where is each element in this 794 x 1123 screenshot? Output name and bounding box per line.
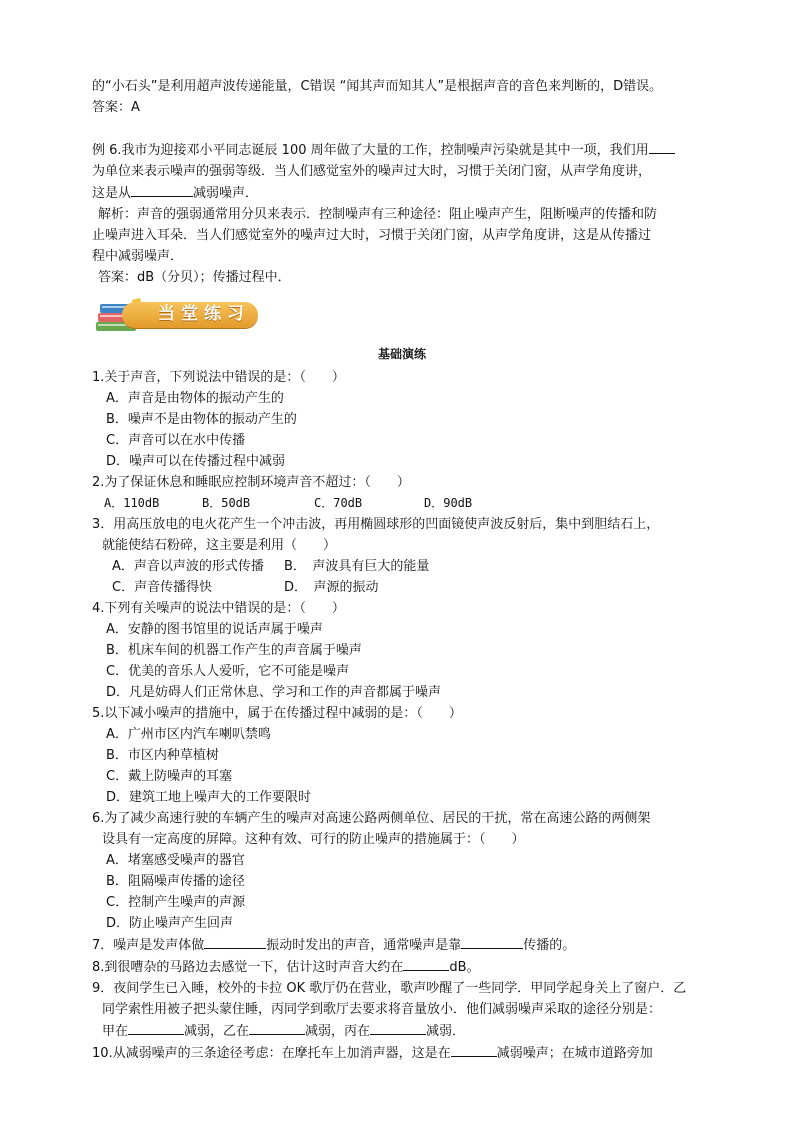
fill-blank[interactable] bbox=[131, 182, 193, 197]
analysis-line: 程中减弱噪声． bbox=[92, 249, 184, 264]
question-4: 4.下列有关噪声的说法中错误的是：（ ） bbox=[92, 601, 345, 616]
fill-blank[interactable] bbox=[204, 934, 266, 949]
example6-line2: 为单位来表示噪声的强弱等级．当人们感觉室外的噪声过大时，习惯于关闭门窗，从声学角度讲， bbox=[92, 164, 652, 179]
banner-label-box bbox=[122, 302, 258, 328]
question-3: 3．用高压放电的电火花产生一个冲击波，再用椭圆球形的凹面镜使声波反射后，集中到胆结石上， bbox=[92, 517, 660, 532]
option: C．控制产生噪声的声源 bbox=[106, 895, 246, 910]
fill-blank[interactable] bbox=[128, 1020, 184, 1035]
option: B．市区内种草植树 bbox=[106, 748, 219, 763]
option: B． 声波具有巨大的能量 bbox=[284, 559, 430, 574]
question-6-cont: 设具有一定高度的屏障。这种有效、可行的防止噪声的措施属于：（ ） bbox=[102, 832, 525, 847]
fill-blank[interactable] bbox=[370, 1020, 426, 1035]
options-row bbox=[92, 556, 712, 577]
analysis-line: 解析：声音的强弱通常用分贝来表示．控制噪声有三种途径：阻止噪声产生，阻断噪声的传播和防 bbox=[98, 207, 658, 222]
question-9-blanks: 甲在 减弱，乙在 减弱，丙在 减弱． bbox=[92, 1020, 712, 1042]
banner-label: 当堂练习 bbox=[158, 304, 250, 324]
question-8: 8.到很嘈杂的马路边去感觉一下，估计这时声音大约在 dB。 bbox=[92, 956, 712, 978]
option: B．噪声不是由物体的振动产生的 bbox=[106, 412, 297, 427]
option: B．50dB bbox=[202, 496, 251, 510]
question-9-cont: 同学索性用被子把头蒙住睡，丙同学到歌厅去要求将音量放小．他们减弱噪声采取的途径分别是： bbox=[102, 1002, 662, 1017]
question-7: 7．噪声是发声体做 振动时发出的声音，通常噪声是靠 传播的。 bbox=[92, 934, 712, 956]
option: A．安静的图书馆里的说话声属于噪声 bbox=[106, 622, 323, 637]
option: C．优美的音乐人人爱听，它不可能是噪声 bbox=[106, 664, 350, 679]
section-title: 基础演练 bbox=[377, 347, 426, 361]
option: B．机床车间的机器工作产生的声音属于噪声 bbox=[106, 643, 362, 658]
question-10: 10.从减弱噪声的三条途径考虑：在摩托车上加消声器，这是在 减弱噪声；在城市道路旁加 bbox=[92, 1042, 712, 1064]
question-1: 1.关于声音，下列说法中错误的是：（ ） bbox=[92, 370, 345, 385]
question-9: 9．夜间学生已入睡，校外的卡拉 OK 歌厅仍在营业，歌声吵醒了一些同学．甲同学起身关上了窗户．乙 bbox=[92, 981, 687, 996]
answer-line: 答案：dB（分贝）；传播过程中． bbox=[98, 270, 291, 285]
option: C．70dB bbox=[314, 496, 363, 510]
example6-line3: 这是从 减弱噪声． bbox=[92, 182, 712, 204]
option: D． 声源的振动 bbox=[284, 580, 379, 595]
options-row bbox=[92, 577, 712, 598]
option: C．声音可以在水中传播 bbox=[106, 433, 246, 448]
section-banner bbox=[92, 296, 712, 338]
document-page bbox=[92, 76, 712, 1064]
question-5: 5.以下减小噪声的措施中，属于在传播过程中减弱的是：（ ） bbox=[92, 706, 462, 721]
fill-blank[interactable] bbox=[249, 1020, 305, 1035]
option: A．声音是由物体的振动产生的 bbox=[106, 391, 284, 406]
option: A．广州市区内汽车喇叭禁鸣 bbox=[106, 727, 271, 742]
option: A．堵塞感受噪声的器官 bbox=[106, 853, 245, 868]
question-3-cont: 就能使结石粉碎，这主要是利用（ ） bbox=[102, 538, 337, 553]
option: D．噪声可以在传播过程中减弱 bbox=[106, 454, 286, 469]
answer-line: 答案：A bbox=[92, 100, 140, 115]
options-row bbox=[92, 493, 712, 514]
question-2: 2.为了保证休息和睡眠应控制环境声音不超过：（ ） bbox=[92, 475, 410, 490]
analysis-line: 止噪声进入耳朵．当人们感觉室外的噪声过大时，习惯于关闭门窗，从声学角度讲，这是从传播过 bbox=[92, 228, 652, 243]
option: D．90dB bbox=[424, 496, 473, 510]
option: C．戴上防噪声的耳塞 bbox=[106, 769, 233, 784]
option: C．声音传播得快 bbox=[112, 580, 213, 595]
fill-blank[interactable] bbox=[451, 1042, 497, 1057]
question-6: 6.为了减少高速行驶的车辆产生的噪声对高速公路两侧单位、居民的干扰，常在高速公路的两侧架 bbox=[92, 811, 651, 826]
option: A．声音以声波的形式传播 bbox=[112, 559, 264, 574]
option: B．阻隔噪声传播的途径 bbox=[106, 874, 245, 889]
text-line: 的“小石头”是利用超声波传递能量，C错误 “闻其声而知其人”是根据声音的音色来判断的，D错误。 bbox=[92, 79, 663, 94]
option: D．防止噪声产生回声 bbox=[106, 916, 234, 931]
fill-blank[interactable] bbox=[461, 934, 523, 949]
option: D．建筑工地上噪声大的工作要限时 bbox=[106, 790, 312, 805]
option: D．凡是妨碍人们正常休息、学习和工作的声音都属于噪声 bbox=[106, 685, 442, 700]
example6-line1: 例 6.我市为迎接邓小平同志诞辰 100 周年做了大量的工作，控制噪声污染就是其中一项，我们用 bbox=[92, 139, 712, 161]
fill-blank[interactable] bbox=[649, 139, 675, 154]
fill-blank[interactable] bbox=[403, 956, 449, 971]
option: A．110dB bbox=[104, 496, 160, 510]
